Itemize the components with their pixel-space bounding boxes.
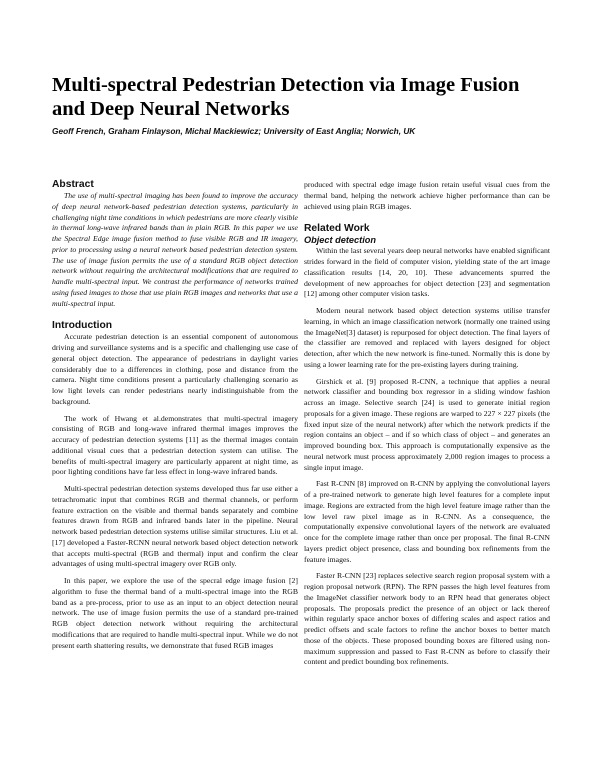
object-detection-subheading: Object detection: [304, 235, 376, 246]
related-paragraph-5: Faster R-CNN [23] replaces selective search region proposal system with a region proposal network (RPN). The RPN passes the high level features from the ImageNet classifier network body to an RPN head that generates object proposals. The proposals predict the presence of an object or lack thereof within regularly space anchor boxes of differing scales and aspect ratios and predict offsets and scale factors to refine the anchor boxes to better match those of the objects. These proposed bounding boxes are filtered using non-maximum suppression and passed to Fast R-CNN as before to classify their content and predict bounding box refinements.: [304, 571, 550, 667]
left-column: [52, 178, 298, 651]
paper-title: Multi-spectral Pedestrian Detection via Image Fusion and Deep Neural Networks: [52, 74, 520, 120]
related-paragraph-3: Girshick et al. [9] proposed R-CNN, a technique that applies a neural network classifier and bounding box regressor in a sliding window fashion across an image. Selective search [24] is used to generate initial region proposals for a given image. These regions are warped to 227 × 227 pixels (the fixed input size of the neural network) after which the network predicts if the region contains an object – and if so which class of object – and generates an improved bounding box. This approach is computationally expensive as the neural network must process approximately 2,000 region images to process a single input image.: [304, 376, 550, 472]
introduction-heading: Introduction: [52, 320, 113, 332]
related-paragraph-1: Within the last several years deep neural networks have enabled significant strides forward in the field of computer vision, yielding state of the art image classification results [14, 20, 10]. These advancements spurred the development of new approaches for object detection [23] and segmentation [12] among other computer vision tasks.: [304, 246, 550, 299]
right-column: [304, 180, 550, 668]
intro-paragraph-2: The work of Hwang et al.demonstrates that multi-spectral imagery consisting of RGB and long-wave infrared thermal images improves the accuracy of pedestrian detection systems [11] as the thermal images contain additional visual cues that a pedestrian detection system can utilise. The benefits of multi-spectral imagery are particularly apparent at night time, as poor lighting conditions have far less effect in long-wave infrared bands.: [52, 413, 298, 477]
paper-authors: Geoff French, Graham Finlayson, Michal Mackiewicz; University of East Anglia; Norwich, UK: [52, 126, 416, 136]
intro-paragraph-4: In this paper, we explore the use of the specral edge image fusion [2] algorithm to fuse the thermal band of a multi-spectral image into the RGB band as a pre-process, prior to use as an input to an object detection neural network. The use of image fusion permits the use of a standard pre-trained RGB object detection network without requiring the architectural modifications that are required to handle multi-spectral input. While we do not present earth shattering results, we demonstrate that fused RGB images: [52, 576, 298, 650]
intro-paragraph-4-cont: produced with spectral edge image fusion retain useful visual cues from the thermal band, helping the network achieve higher performance than can be achieved using plain RGB images.: [304, 180, 550, 211]
intro-paragraph-3: Multi-spectral pedestrian detection systems developed thus far use either a tetrachromatic input that combines RGB and thermal channels, or perform feature extraction on the visible and thermal bands separately and combine features drawn from RGB and infrared bands later in the pipeline. Neural network based pedestrian detection systems utilise similar structures. Liu et al.[17] developed a Faster-RCNN neural network based object detection network that accepts multi-spectral (RGB and thermal) input and confirm the clear advantages of using multi-spectral imagery over RGB only.: [52, 484, 298, 569]
related-work-heading: Related Work: [304, 223, 370, 235]
related-paragraph-4: Fast R-CNN [8] improved on R-CNN by applying the convolutional layers of a pre-trained network to generate high level features for a complete input image. Regions are extracted from the high level feature image rather than the low level raw pixel image as in R-CNN. As a consequence, the computationally expensive convolutional layers of the network are evaluated once for the complete image rather than once per proposal. The final R-CNN layers predict object presence, class and bounding box refinements from the feature images.: [304, 479, 550, 564]
related-paragraph-2: Modern neural network based object detection systems utilise transfer learning, in which an image classification network (normally one trained using the ImageNet[3] dataset) is repurposed for object detection. The final layers of the classifier are removed and replaced with layers designed for object detection, after which the new network is fine-tuned. Normally this is done by using a lower learning rate for the pre-existing layers during training.: [304, 306, 550, 369]
intro-paragraph-1: Accurate pedestrian detection is an essential component of autonomous driving and surveillance systems and is a specific and challenging use case of general object detection. The appearance of pedestrians in daylight varies considerably due to a differences in clothing, pose and distance from the camera. Night time conditions present a particularly challenging scenario as low light levels can render pedestrians nearly indistinguishable from the background.: [52, 332, 298, 406]
abstract-heading: Abstract: [52, 179, 94, 190]
abstract-text: The use of multi-spectral imaging has been found to improve the accuracy of deep neural network-based pedestrian detection systems, particularly in challenging night time conditions in which pedestrians are more clearly visible in thermal long-wave infrared bands than in plain RGB. In this paper we use the Spectral Edge image fusion method to fuse visible RGB and IR imagery, prior to processing using a neural network based pedestrian detection system. The use of image fusion permits the use of a standard RGB object detection network without requiring the architectural modifications that are required to handle multi-spectral input. We contrast the performance of networks trained using fused images to those that use plain RGB images and networks that use a multi-spectral input.: [52, 191, 298, 308]
